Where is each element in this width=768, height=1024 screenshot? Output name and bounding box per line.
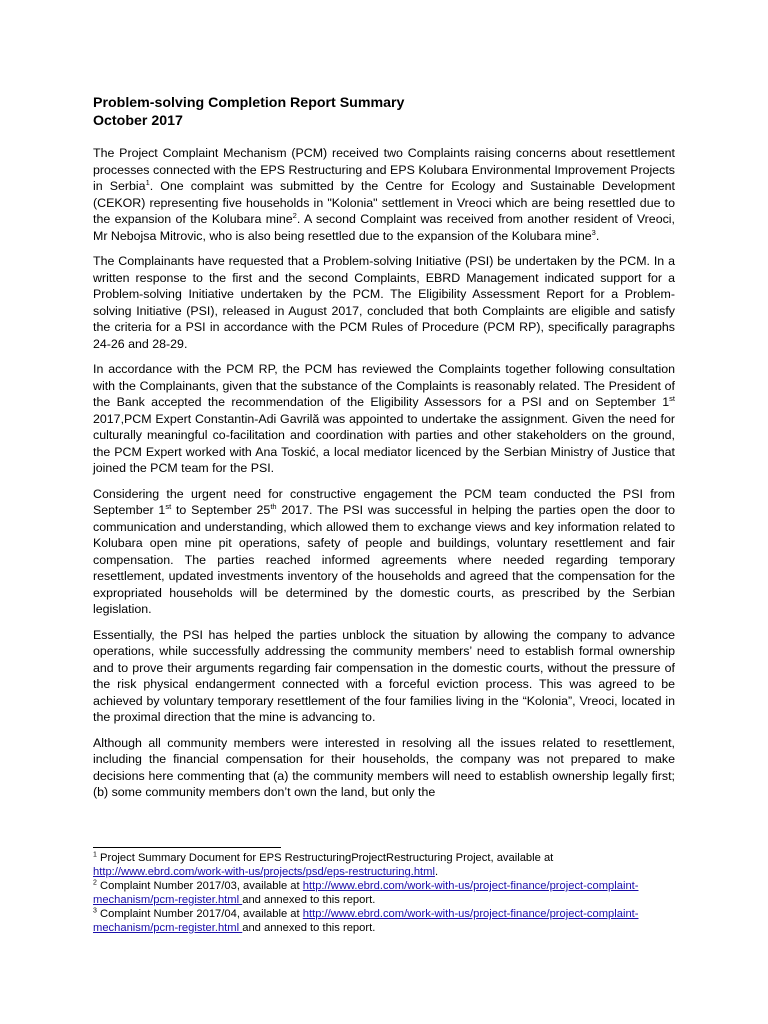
paragraph-text: .: [595, 228, 600, 243]
paragraph-text: . One complaint was submitted by the Centre for Ecology and Sustainable Development (CEKOR) representing five households in "Kolonia" settlement in Vreoci which are being resettled due to the expansion of the Kolubara mine: [93, 179, 675, 226]
paragraph-4: [93, 486, 675, 618]
footnote-ref-1: 1: [145, 177, 150, 187]
ordinal-suffix: st: [165, 501, 172, 511]
paragraph-5: Essentially, the PSI has helped the parties unblock the situation by allowing the company to advance operations, while successfully addressing the community members’ need to establish formal ownership and to prove their arguments regarding fair compensation in the domestic courts, without the pressure of the risk physical endangerment connected with a forceful eviction process. This was agreed to be achieved by voluntary temporary resettlement of the four families living in the “Kolonia”, Vreoci, located in the proximal direction that the mine is advancing to.: [93, 627, 675, 724]
paragraph-3: [93, 361, 675, 477]
paragraph-text: The Project Complaint Mechanism (PCM) received two Complaints raising concerns about resettlement processes connected with the EPS Restructuring and EPS Kolubara Environmental Improvement Projects in Serbia: [93, 146, 675, 193]
paragraph-text: Considering the urgent need for constructive engagement the PCM team conducted the PSI from September 1: [93, 486, 675, 517]
footnote-text: Complaint Number 2017/03, available at: [96, 880, 303, 892]
paragraph-text: In accordance with the PCM RP, the PCM has reviewed the Complaints together following consultation with the Complainants, given that the substance of the Complaints is reasonably related. The President of the Bank accepted the recommendation of the Eligibility Assessors for a PSI and on September 1: [93, 362, 675, 409]
footnote-text: .: [434, 866, 439, 878]
footnote-text: Complaint Number 2017/04, available at: [96, 908, 303, 920]
footnote-text: and annexed to this report.: [242, 894, 376, 906]
paragraph-1: [93, 145, 675, 244]
footnote-mark: 2: [93, 879, 97, 887]
report-title: Problem-solving Completion Report Summary: [93, 95, 405, 111]
footnote-1: [93, 851, 683, 879]
footnotes: [93, 851, 683, 935]
ordinal-suffix: st: [669, 393, 675, 403]
report-heading: [93, 94, 693, 130]
footnote-2: [93, 879, 683, 907]
paragraph-text: to September 25: [171, 503, 271, 517]
footnote-link-1[interactable]: http://www.ebrd.com/work-with-us/projects/psd/eps-restructuring.html: [93, 866, 435, 878]
paragraph-text: 2017. The PSI was successful in helping the parties open the door to communication and understanding, which allowed them to exchange views and key information related to Kolubara open mine pit operations, safety of people and buildings, voluntary resettlement and fair compensation. The parties reached informed agreements where needed regarding temporary resettlement, updated investments inventory of the households and agreed that the compensation for the expropriated households will be determined by the domestic courts, as prescribed by the Serbian legislation.: [93, 503, 675, 616]
footnote-link-3[interactable]: http://www.ebrd.com/work-with-us/project-finance/project-complaint-mechanism/pcm-register.html: [93, 908, 639, 934]
footnote-ref-2: 2: [292, 210, 297, 220]
footnote-link-2[interactable]: http://www.ebrd.com/work-with-us/project-finance/project-complaint-mechanism/pcm-register.html: [93, 880, 639, 906]
footnote-text: and annexed to this report.: [242, 922, 376, 934]
footnote-divider: [93, 847, 281, 848]
footnote-text: Project Summary Document for EPS RestructuringProjectRestructuring Project, available at: [96, 852, 554, 864]
report-body: [93, 145, 675, 810]
report-date: October 2017: [93, 113, 183, 129]
paragraph-2: The Complainants have requested that a Problem-solving Initiative (PSI) be undertaken by the PCM. In a written response to the first and the second Complaints, EBRD Management indicated support for a Problem-solving Initiative undertaken by the PCM. The Eligibility Assessment Report for a Problem-solving Initiative (PSI), released in August 2017, concluded that both Complaints are eligible and satisfy the criteria for a PSI in accordance with the PCM Rules of Procedure (PCM RP), specifically paragraphs 24-26 and 28-29.: [93, 254, 675, 351]
ordinal-suffix: th: [270, 501, 277, 511]
footnote-mark: 1: [93, 851, 97, 859]
paragraph-text: 2017,PCM Expert Constantin-Adi Gavrilă was appointed to undertake the assignment. Given the need for culturally meaningful co-facilitation and coordination with parties and other stakeholders on the ground, the PCM Expert worked with Ana Toskić, a local mediator licenced by the Serbian Ministry of Justice that joined the PCM team for the PSI.: [93, 411, 675, 475]
footnote-mark: 3: [93, 907, 97, 915]
footnote-ref-3: 3: [591, 227, 596, 237]
paragraph-6: Although all community members were interested in resolving all the issues related to resettlement, including the financial compensation for their households, the company was not prepared to make decisions here commenting that (a) the community members will need to establish ownership legally first; (b) some community members don’t own the land, but only the: [93, 735, 675, 799]
footnote-3: [93, 907, 683, 935]
paragraph-text: . A second Complaint was received from another resident of Vreoci, Mr Nebojsa Mitrovic, who is also being resettled due to the expansion of the Kolubara mine: [93, 212, 675, 243]
